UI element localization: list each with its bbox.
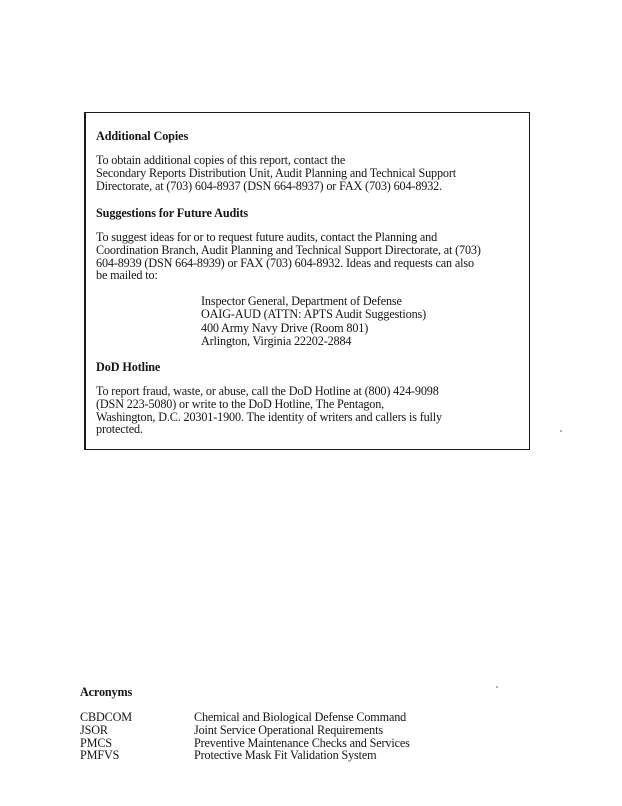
additional-copies-text: To obtain additional copies of this report, contact the Secondary Reports Distribution Unit, Audit Planning and Technical Support Directorate, at (703) 604-8937 (DSN 664-8937) or FAX (703) 604-8932. <box>96 153 456 193</box>
future-audits-text: To suggest ideas for or to request future audits, contact the Planning and Coordination Branch, Audit Planning and Technical Support Directorate, at (703) 604-8939 (DSN 664-8939) or FAX (703) 604-8932. Ideas and requests can also be mailed to: <box>96 229 481 283</box>
acronym-row <box>80 724 460 737</box>
acronym-term: PMFVS <box>80 748 120 763</box>
hotline-text: To report fraud, waste, or abuse, call the DoD Hotline at (800) 424-9098 (DSN 223-5080) or write to the DoD Hotline, The Pentagon, Washington, D.C. 20301-1900. The identity of writers and callers is fully protected. <box>96 383 442 437</box>
acronyms-heading: Acronyms <box>80 685 133 699</box>
contact-information-box <box>84 112 530 450</box>
acronym-term: JSOR <box>80 722 108 737</box>
acronym-row <box>80 749 460 762</box>
address-line: OAIG-AUD (ATTN: APTS Audit Suggestions) <box>201 307 427 322</box>
acronym-term: CBDCOM <box>80 710 132 724</box>
hotline-heading: DoD Hotline <box>96 359 161 374</box>
acronym-definition: Preventive Maintenance Checks and Services <box>194 735 410 750</box>
future-audits-heading: Suggestions for Future Audits <box>96 205 249 220</box>
acronym-definition: Joint Service Operational Requirements <box>194 722 383 737</box>
address-line: 400 Army Navy Drive (Room 801) <box>201 320 369 335</box>
acronym-definition: Protective Mask Fit Validation System <box>194 748 377 763</box>
address-line: Arlington, Virginia 22202-2884 <box>201 333 352 348</box>
acronym-term: PMCS <box>80 735 112 750</box>
additional-copies-heading: Additional Copies <box>96 129 189 143</box>
address-line: Inspector General, Department of Defense <box>201 294 402 309</box>
acronym-row <box>80 711 460 724</box>
acronym-definition: Chemical and Biological Defense Command <box>194 710 407 724</box>
mailing-address <box>201 295 519 347</box>
scan-speck <box>496 686 498 688</box>
scan-speck <box>560 430 562 432</box>
acronyms-section <box>80 686 460 762</box>
